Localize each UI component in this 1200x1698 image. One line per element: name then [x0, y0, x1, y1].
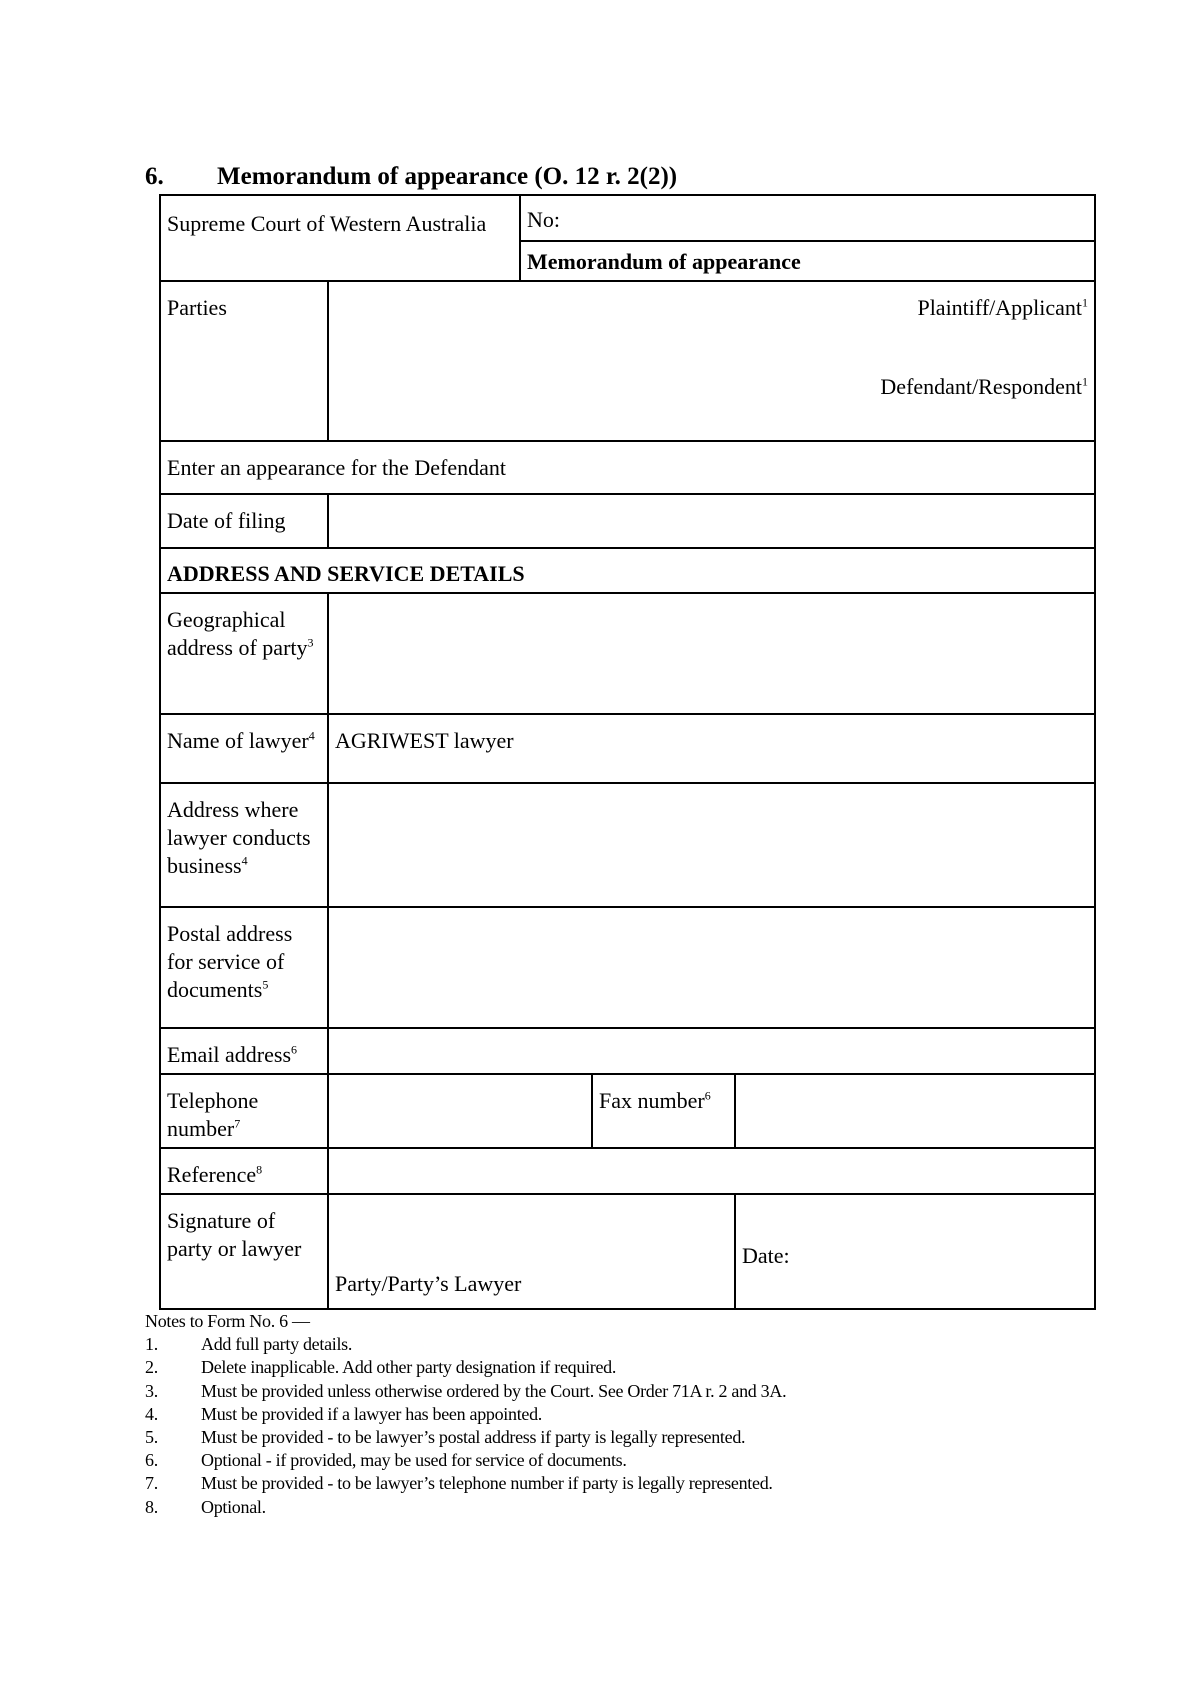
defendant-note-ref: 1: [1082, 374, 1089, 389]
address-section-heading: ADDRESS AND SERVICE DETAILS: [160, 548, 1095, 593]
note-number: 1.: [145, 1334, 158, 1355]
note-text: Must be provided - to be lawyer’s postal address if party is legally represented.: [201, 1427, 746, 1448]
note-text: Delete inapplicable. Add other party designation if required.: [201, 1357, 617, 1378]
appearance-statement: Enter an appearance for the Defendant: [160, 441, 1095, 494]
note-number: 7.: [145, 1473, 158, 1494]
geo-address-field[interactable]: [328, 593, 1095, 714]
plaintiff-note-ref: 1: [1082, 295, 1089, 310]
page-heading: [145, 163, 677, 191]
form-notes: [145, 1310, 786, 1519]
note-text: Optional.: [201, 1496, 266, 1517]
parties-label: Parties: [160, 281, 328, 441]
signature-field[interactable]: [328, 1194, 735, 1309]
plaintiff-label: Plaintiff/Applicant$^1$: [917, 295, 1089, 320]
email-field[interactable]: [328, 1028, 1095, 1074]
reference-label: Reference$^8$: [160, 1148, 328, 1194]
lawyer-address-field[interactable]: [328, 783, 1095, 907]
parties-field[interactable]: [328, 281, 1095, 441]
fax-label: Fax number$^6$: [592, 1074, 735, 1148]
note-text: Must be provided if a lawyer has been appointed.: [201, 1403, 542, 1424]
geo-address-label: Geographical address of party$^3$: [160, 593, 328, 714]
fax-field[interactable]: [735, 1074, 1095, 1148]
note-item: [145, 1496, 786, 1519]
case-number-label: No:: [527, 207, 560, 232]
telephone-field[interactable]: [328, 1074, 592, 1148]
notes-title: Notes to Form No. 6 —: [145, 1311, 310, 1331]
form-name: Memorandum of appearance: [520, 241, 1095, 281]
signature-date-label: Date:: [742, 1242, 790, 1268]
email-label: Email address$^6$: [160, 1028, 328, 1074]
note-item: [145, 1403, 786, 1426]
postal-address-field[interactable]: [328, 907, 1095, 1028]
lawyer-name-field[interactable]: AGRIWEST lawyer: [328, 714, 1095, 783]
court-name: Supreme Court of Western Australia: [160, 195, 520, 281]
case-number-field[interactable]: [520, 195, 1095, 241]
note-item: [145, 1356, 786, 1379]
postal-address-label: Postal address for service of documents$^5$: [160, 907, 328, 1028]
lawyer-address-label: Address where lawyer conducts business$^4$: [160, 783, 328, 907]
memorandum-form: [159, 194, 1096, 1310]
note-item: [145, 1449, 786, 1472]
telephone-label: Telephone number$^7$: [160, 1074, 328, 1148]
notes-list: [145, 1333, 786, 1519]
note-text: Must be provided unless otherwise ordered by the Court. See Order 71A r. 2 and 3A.: [201, 1380, 787, 1401]
note-number: 3.: [145, 1380, 158, 1401]
note-item: [145, 1380, 786, 1403]
note-item: [145, 1472, 786, 1495]
defendant-label: Defendant/Respondent$^1$: [880, 374, 1089, 399]
note-text: Add full party details.: [201, 1334, 353, 1355]
note-item: [145, 1426, 786, 1449]
note-number: 6.: [145, 1450, 158, 1471]
note-number: 2.: [145, 1357, 158, 1378]
note-number: 5.: [145, 1427, 158, 1448]
form-number: 6.: [145, 163, 164, 190]
note-number: 4.: [145, 1403, 158, 1424]
reference-field[interactable]: [328, 1148, 1095, 1194]
form-title: Memorandum of appearance (O. 12 r. 2(2)): [217, 163, 678, 190]
note-item: [145, 1333, 786, 1356]
lawyer-name-label: Name of lawyer$^4$: [160, 714, 328, 783]
signature-caption: Party/Party’s Lawyer: [335, 1271, 522, 1296]
signature-date-field[interactable]: [735, 1194, 1095, 1309]
note-text: Optional - if provided, may be used for service of documents.: [201, 1450, 627, 1471]
signature-label: Signature of party or lawyer: [160, 1194, 328, 1309]
note-number: 8.: [145, 1496, 158, 1517]
date-of-filing-label: Date of filing: [160, 494, 328, 548]
note-text: Must be provided - to be lawyer’s telephone number if party is legally represented.: [201, 1473, 773, 1494]
date-of-filing-field[interactable]: [328, 494, 1095, 548]
